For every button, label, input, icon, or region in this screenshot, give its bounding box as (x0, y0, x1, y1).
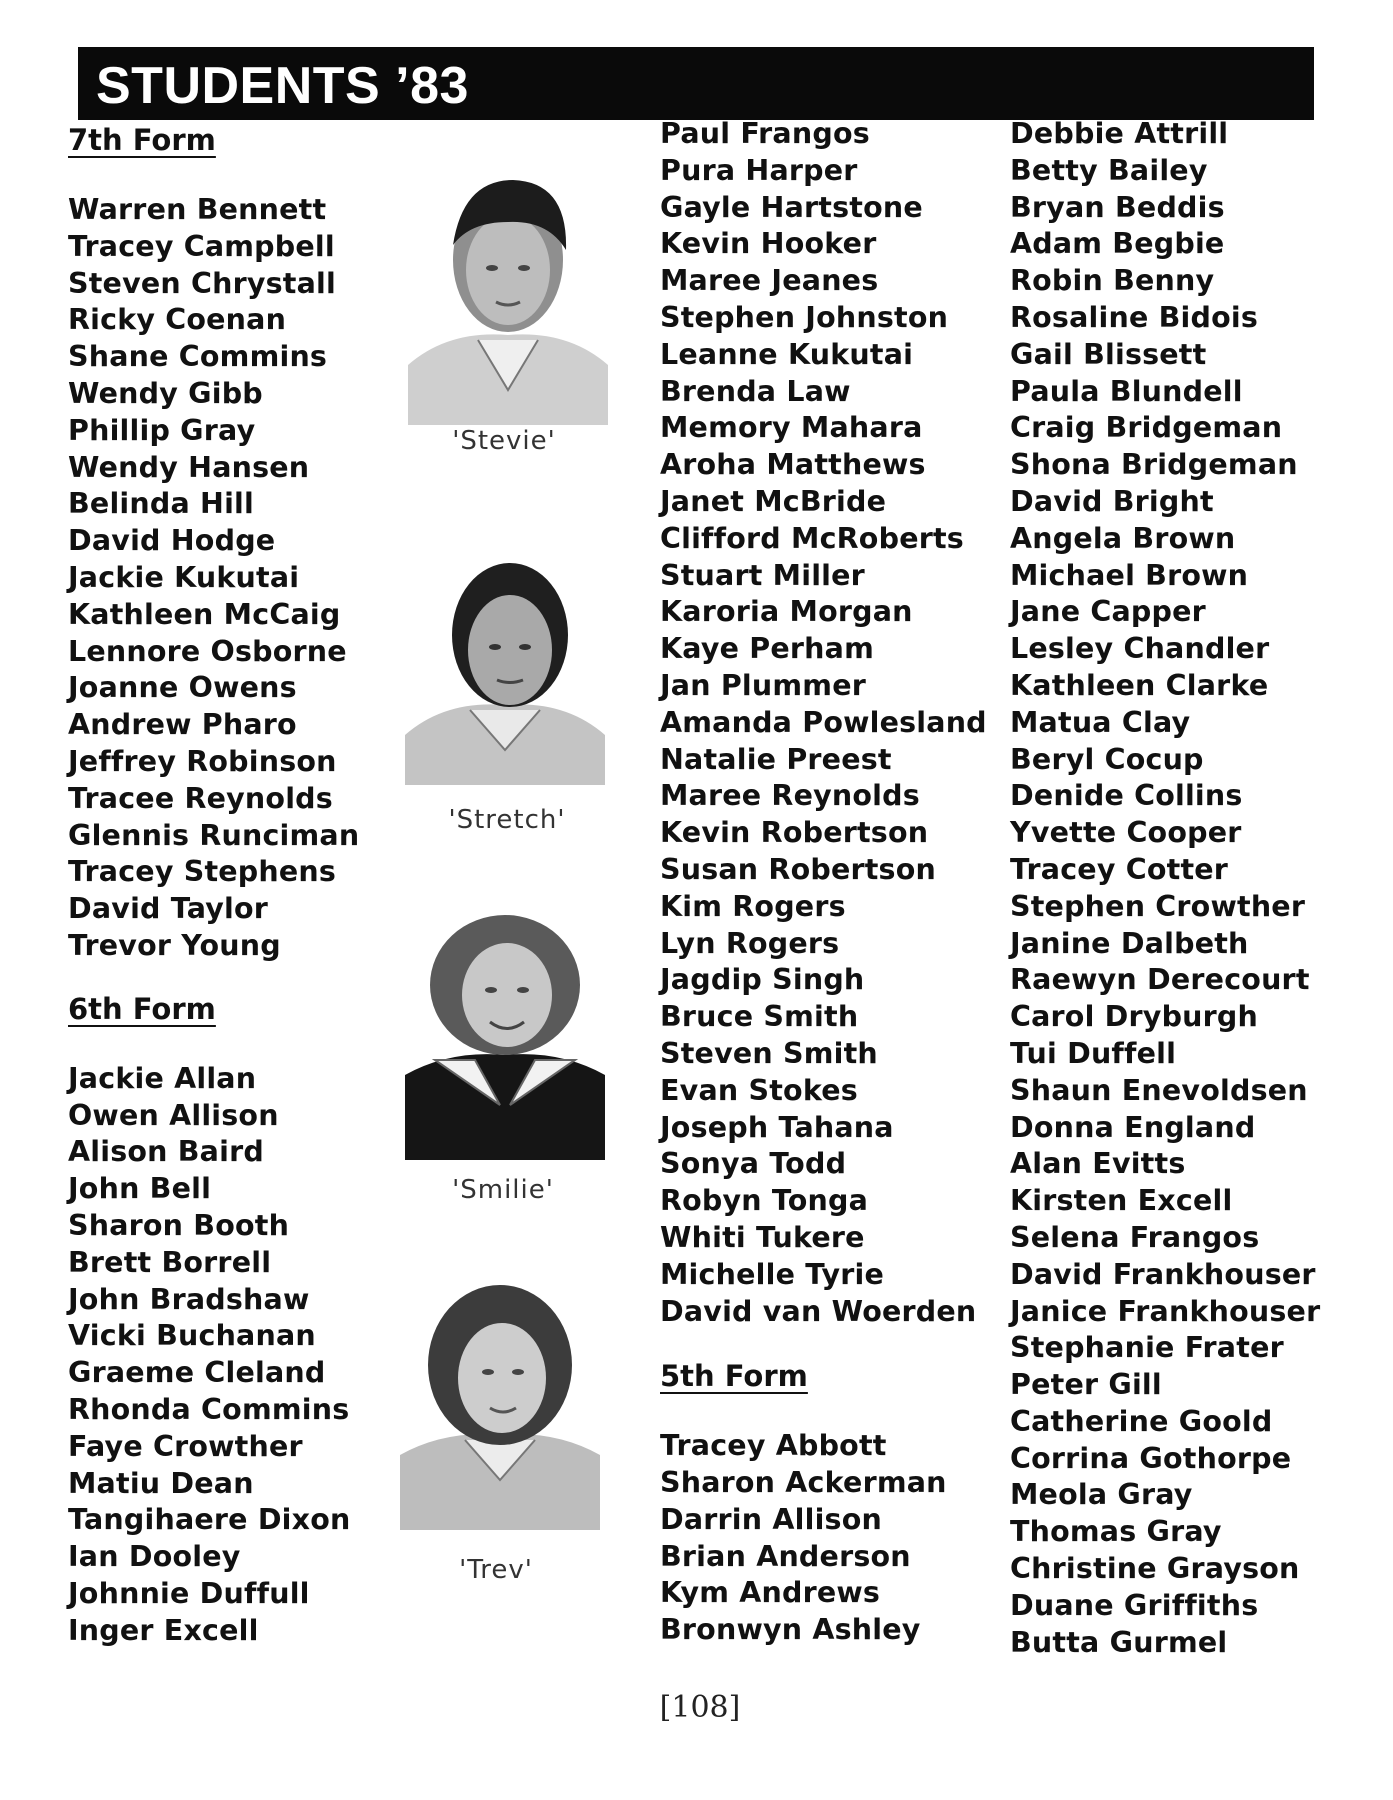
student-name: Jagdip Singh (660, 963, 865, 997)
student-name: David van Woerden (660, 1294, 977, 1328)
photo-caption-smilie: 'Smilie' (452, 1175, 554, 1205)
student-name: Maree Reynolds (660, 779, 920, 813)
student-name: Stephanie Frater (1010, 1331, 1284, 1365)
name-list-5th-form-part1 (660, 1428, 1000, 1649)
student-name: Lennore Osborne (68, 634, 347, 668)
student-name: Belinda Hill (68, 487, 254, 521)
name-list-6th-form-part2 (660, 116, 1000, 1330)
student-name: Darrin Allison (660, 1502, 882, 1536)
student-name: Wendy Hansen (68, 450, 310, 484)
student-name: Johnnie Duffull (68, 1576, 310, 1610)
student-name: Rhonda Commins (68, 1392, 350, 1426)
name-list-7th-form (68, 192, 398, 965)
student-name: Ricky Coenan (68, 303, 287, 337)
student-name: Sharon Booth (68, 1208, 290, 1242)
student-name: Tracee Reynolds (68, 781, 333, 815)
student-name: Kirsten Excell (1010, 1184, 1233, 1218)
student-name: Kim Rogers (660, 889, 846, 923)
student-name: Christine Grayson (1010, 1552, 1300, 1586)
student-name: Craig Bridgeman (1010, 411, 1283, 445)
student-name: Karoria Morgan (660, 595, 913, 629)
student-name: Brian Anderson (660, 1539, 911, 1573)
student-name: Aroha Matthews (660, 448, 926, 482)
student-name: Gail Blissett (1010, 337, 1207, 371)
student-name: Yvette Cooper (1010, 816, 1242, 850)
student-name: Janet McBride (660, 484, 887, 518)
student-name: Tracey Abbott (660, 1429, 887, 1463)
student-name: Duane Griffiths (1010, 1588, 1259, 1622)
student-name: John Bell (68, 1172, 212, 1206)
student-name: David Hodge (68, 524, 276, 558)
section-heading-5th-form: 5th Form (660, 1359, 808, 1394)
student-name: Sonya Todd (660, 1147, 847, 1181)
section-heading-7th-form: 7th Form (68, 123, 216, 157)
student-name: Wendy Gibb (68, 376, 263, 410)
student-name: Evan Stokes (660, 1073, 858, 1107)
student-name: Kevin Robertson (660, 816, 929, 850)
student-name: Stephen Crowther (1010, 889, 1306, 923)
student-name: Pura Harper (660, 153, 858, 187)
student-name: Tracey Cotter (1010, 852, 1229, 886)
photo-caption-trev: 'Trev' (459, 1555, 533, 1585)
spacer (68, 965, 398, 991)
student-name: Bruce Smith (660, 1000, 859, 1034)
student-name: Phillip Gray (68, 413, 256, 447)
name-list-5th-form-part2 (1010, 116, 1350, 1661)
student-photo-stretch (405, 535, 595, 785)
student-name: Jan Plummer (660, 668, 866, 702)
student-name: Alan Evitts (1010, 1147, 1186, 1181)
student-name: Ian Dooley (68, 1540, 241, 1574)
student-name: Janice Frankhouser (1010, 1294, 1321, 1328)
student-name: Amanda Powlesland (660, 705, 987, 739)
student-photo-smilie (405, 900, 595, 1160)
student-name: Brenda Law (660, 374, 851, 408)
student-name: Graeme Cleland (68, 1356, 326, 1390)
student-name: Kevin Hooker (660, 227, 877, 261)
student-name: Steven Smith (660, 1036, 878, 1070)
student-name: Donna England (1010, 1110, 1256, 1144)
student-name: Kathleen McCaig (68, 597, 341, 631)
student-name: Denide Collins (1010, 779, 1243, 813)
student-name: Raewyn Derecourt (1010, 963, 1310, 997)
student-name: Jeffrey Robinson (68, 744, 337, 778)
page-number: [108] (659, 1690, 741, 1725)
student-name: John Bradshaw (68, 1282, 310, 1316)
page-title: STUDENTS ’83 (96, 57, 469, 115)
spacer (68, 158, 398, 192)
student-name: Shane Commins (68, 340, 328, 374)
student-name: Robyn Tonga (660, 1184, 869, 1218)
student-photo-stevie (408, 150, 598, 425)
student-name: Betty Bailey (1010, 153, 1208, 187)
student-name: Tracey Stephens (68, 855, 337, 889)
spacer (660, 1394, 1000, 1428)
student-name: Paul Frangos (660, 117, 870, 150)
student-name: Peter Gill (1010, 1368, 1162, 1402)
student-name: Joseph Tahana (660, 1110, 894, 1144)
student-name: Alison Baird (68, 1135, 264, 1169)
student-name: Kym Andrews (660, 1576, 881, 1610)
photo-caption-stevie: 'Stevie' (452, 426, 556, 456)
student-name: Clifford McRoberts (660, 521, 964, 555)
student-name: Michelle Tyrie (660, 1257, 885, 1291)
student-name: Trevor Young (68, 928, 281, 962)
student-name: Michael Brown (1010, 558, 1249, 592)
student-name: Memory Mahara (660, 411, 923, 445)
student-name: Rosaline Bidois (1010, 300, 1259, 334)
student-name: Lyn Rogers (660, 926, 840, 960)
student-name: Faye Crowther (68, 1429, 303, 1463)
student-name: Joanne Owens (68, 671, 297, 705)
student-name: Brett Borrell (68, 1245, 272, 1279)
student-name: Jackie Kukutai (68, 560, 300, 594)
student-name: Lesley Chandler (1010, 632, 1270, 666)
student-name: Steven Chrystall (68, 266, 336, 300)
student-name: Andrew Pharo (68, 708, 297, 742)
student-name: Maree Jeanes (660, 264, 879, 298)
student-name: Susan Robertson (660, 852, 936, 886)
student-name: Matiu Dean (68, 1466, 254, 1500)
student-name: Jane Capper (1010, 595, 1206, 629)
student-name: Bryan Beddis (1010, 190, 1225, 224)
column-right (1010, 116, 1350, 1661)
student-name: Shaun Enevoldsen (1010, 1073, 1308, 1107)
student-name: Adam Begbie (1010, 227, 1225, 261)
student-name: Bronwyn Ashley (660, 1613, 921, 1647)
student-name: Stephen Johnston (660, 300, 949, 334)
student-name: David Bright (1010, 484, 1214, 518)
student-name: Inger Excell (68, 1613, 259, 1647)
student-name: Matua Clay (1010, 705, 1191, 739)
student-name: Tangihaere Dixon (68, 1503, 351, 1537)
column-middle (660, 116, 1000, 1649)
student-name: Tui Duffell (1010, 1036, 1177, 1070)
student-name: Stuart Miller (660, 558, 865, 592)
student-name: Shona Bridgeman (1010, 448, 1298, 482)
spacer (68, 1027, 398, 1061)
student-name: Angela Brown (1010, 521, 1236, 555)
spacer (660, 1330, 1000, 1358)
student-name: Carol Dryburgh (1010, 1000, 1259, 1034)
student-name: Vicki Buchanan (68, 1319, 316, 1353)
student-photo-trev (400, 1270, 590, 1530)
student-name: Jackie Allan (68, 1061, 257, 1095)
student-name: Janine Dalbeth (1010, 926, 1249, 960)
student-name: David Taylor (68, 892, 269, 926)
student-name: Natalie Preest (660, 742, 892, 776)
student-name: Tracey Campbell (68, 229, 335, 263)
photo-caption-stretch: 'Stretch' (448, 805, 566, 835)
student-name: Gayle Hartstone (660, 190, 923, 224)
student-name: Whiti Tukere (660, 1220, 865, 1254)
section-heading-6th-form: 6th Form (68, 991, 216, 1026)
student-name: Beryl Cocup (1010, 742, 1204, 776)
student-name: Catherine Goold (1010, 1404, 1273, 1438)
student-name: Corrina Gothorpe (1010, 1441, 1292, 1475)
student-name: Leanne Kukutai (660, 337, 914, 371)
student-name: Thomas Gray (1010, 1515, 1222, 1549)
student-name: Kaye Perham (660, 632, 874, 666)
student-name: David Frankhouser (1010, 1257, 1316, 1291)
column-left (68, 122, 398, 1649)
name-list-6th-form-part1 (68, 1061, 398, 1650)
student-name: Warren Bennett (68, 193, 327, 226)
student-name: Debbie Attrill (1010, 117, 1229, 150)
student-name: Butta Gurmel (1010, 1625, 1228, 1659)
student-name: Owen Allison (68, 1098, 279, 1132)
student-name: Paula Blundell (1010, 374, 1243, 408)
student-name: Sharon Ackerman (660, 1466, 947, 1500)
student-name: Kathleen Clarke (1010, 668, 1269, 702)
student-name: Meola Gray (1010, 1478, 1193, 1512)
student-name: Robin Benny (1010, 264, 1215, 298)
student-name: Selena Frangos (1010, 1220, 1260, 1254)
student-name: Glennis Runciman (68, 818, 360, 852)
